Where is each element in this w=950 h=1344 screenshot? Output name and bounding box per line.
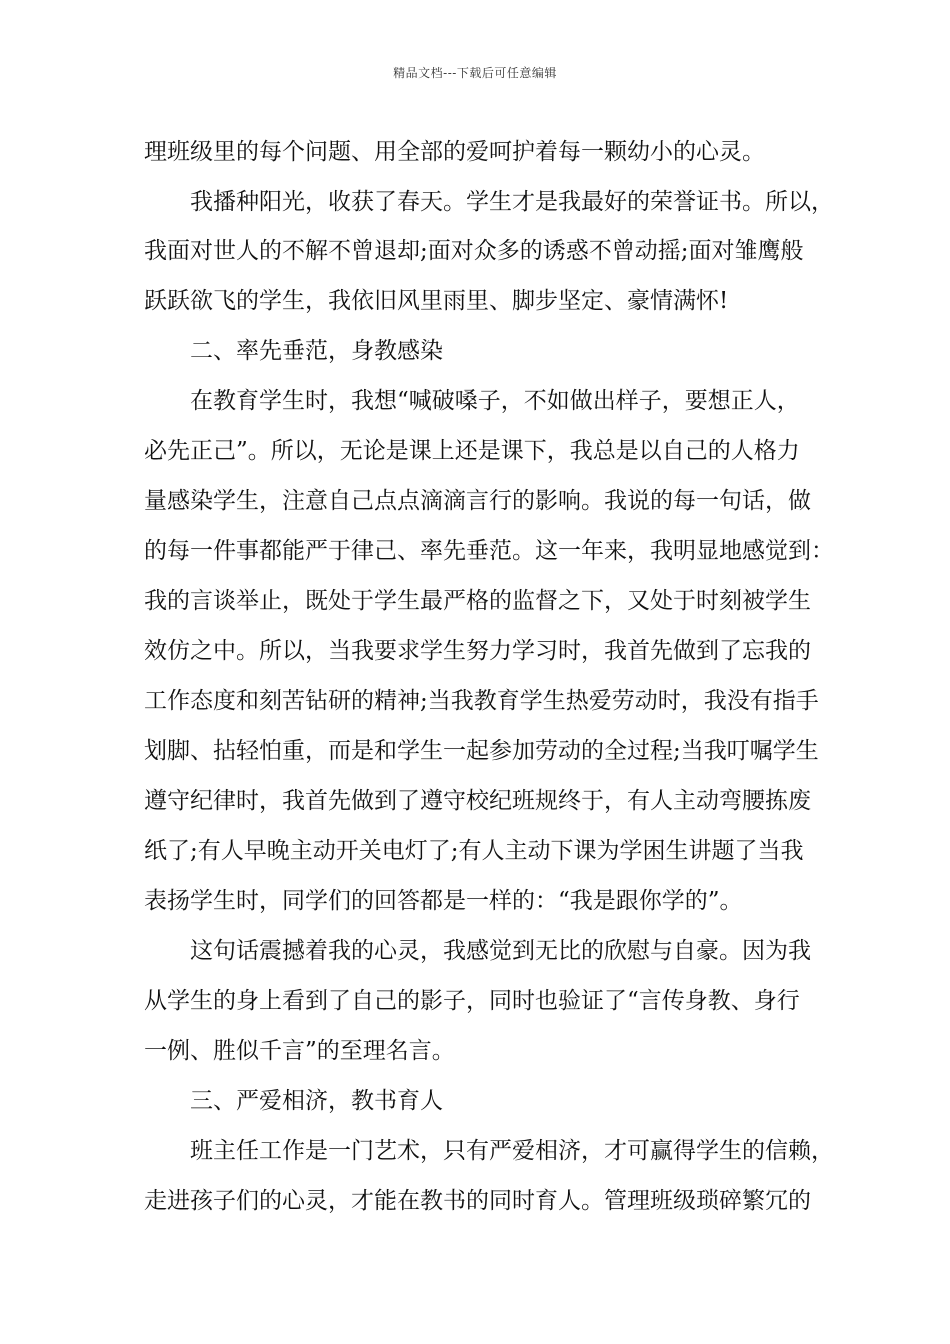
text-line: 我的言谈举止，既处于学生最严格的监督之下，又处于时刻被学生 [144,588,811,614]
text-line: 效仿之中。所以，当我要求学生努力学习时，我首先做到了忘我的 [144,638,811,664]
text-line: 跃跃欲飞的学生，我依旧风里雨里、脚步坚定、豪情满怀! [144,288,729,314]
text-line: 一例、胜似千言”的至理名言。 [144,1038,455,1064]
text-line: 遵守纪律时，我首先做到了遵守校纪班规终于，有人主动弯腰拣废 [144,788,811,814]
text-line: 从学生的身上看到了自己的影子，同时也验证了“言传身教、身行 [144,988,800,1014]
text-line: 在教育学生时，我想“喊破嗓子，不如做出样子，要想正人， [190,388,800,414]
text-line: 这句话震撼着我的心灵，我感觉到无比的欣慰与自豪。因为我 [190,938,811,964]
section-heading: 三、严爱相济，教书育人 [190,1088,443,1114]
text-line: 必先正己”。所以，无论是课上还是课下，我总是以自己的人格力 [144,438,800,464]
text-line: 表扬学生时，同学们的回答都是一样的：“我是跟你学的”。 [144,888,743,914]
text-line: 纸了;有人早晚主动开关电灯了;有人主动下课为学困生讲题了当我 [144,838,804,864]
text-line: 走进孩子们的心灵，才能在教书的同时育人。管理班级琐碎繁冗的 [144,1188,811,1214]
text-line: 我播种阳光，收获了春天。学生才是我最好的荣誉证书。所以， [190,189,834,215]
text-line: 量感染学生，注意自己点点滴滴言行的影响。我说的每一句话，做 [144,488,811,514]
text-line: 划脚、拈轻怕重，而是和学生一起参加劳动的全过程;当我叮嘱学生 [144,738,819,764]
text-line: 班主任工作是一门艺术，只有严爱相济，才可赢得学生的信赖， [190,1138,834,1164]
text-line: 理班级里的每个问题、用全部的爱呵护着每一颗幼小的心灵。 [144,139,765,165]
text-line: 工作态度和刻苦钻研的精神;当我教育学生热爱劳动时，我没有指手 [144,688,819,714]
section-heading: 二、率先垂范，身教感染 [190,338,443,364]
text-line: 的每一件事都能严于律己、率先垂范。这一年来，我明显地感觉到： [144,538,834,564]
text-line: 我面对世人的不解不曾退却;面对众多的诱惑不曾动摇;面对雏鹰般 [144,238,804,264]
page-header-watermark: 精品文档---下载后可任意编辑 [393,66,557,80]
